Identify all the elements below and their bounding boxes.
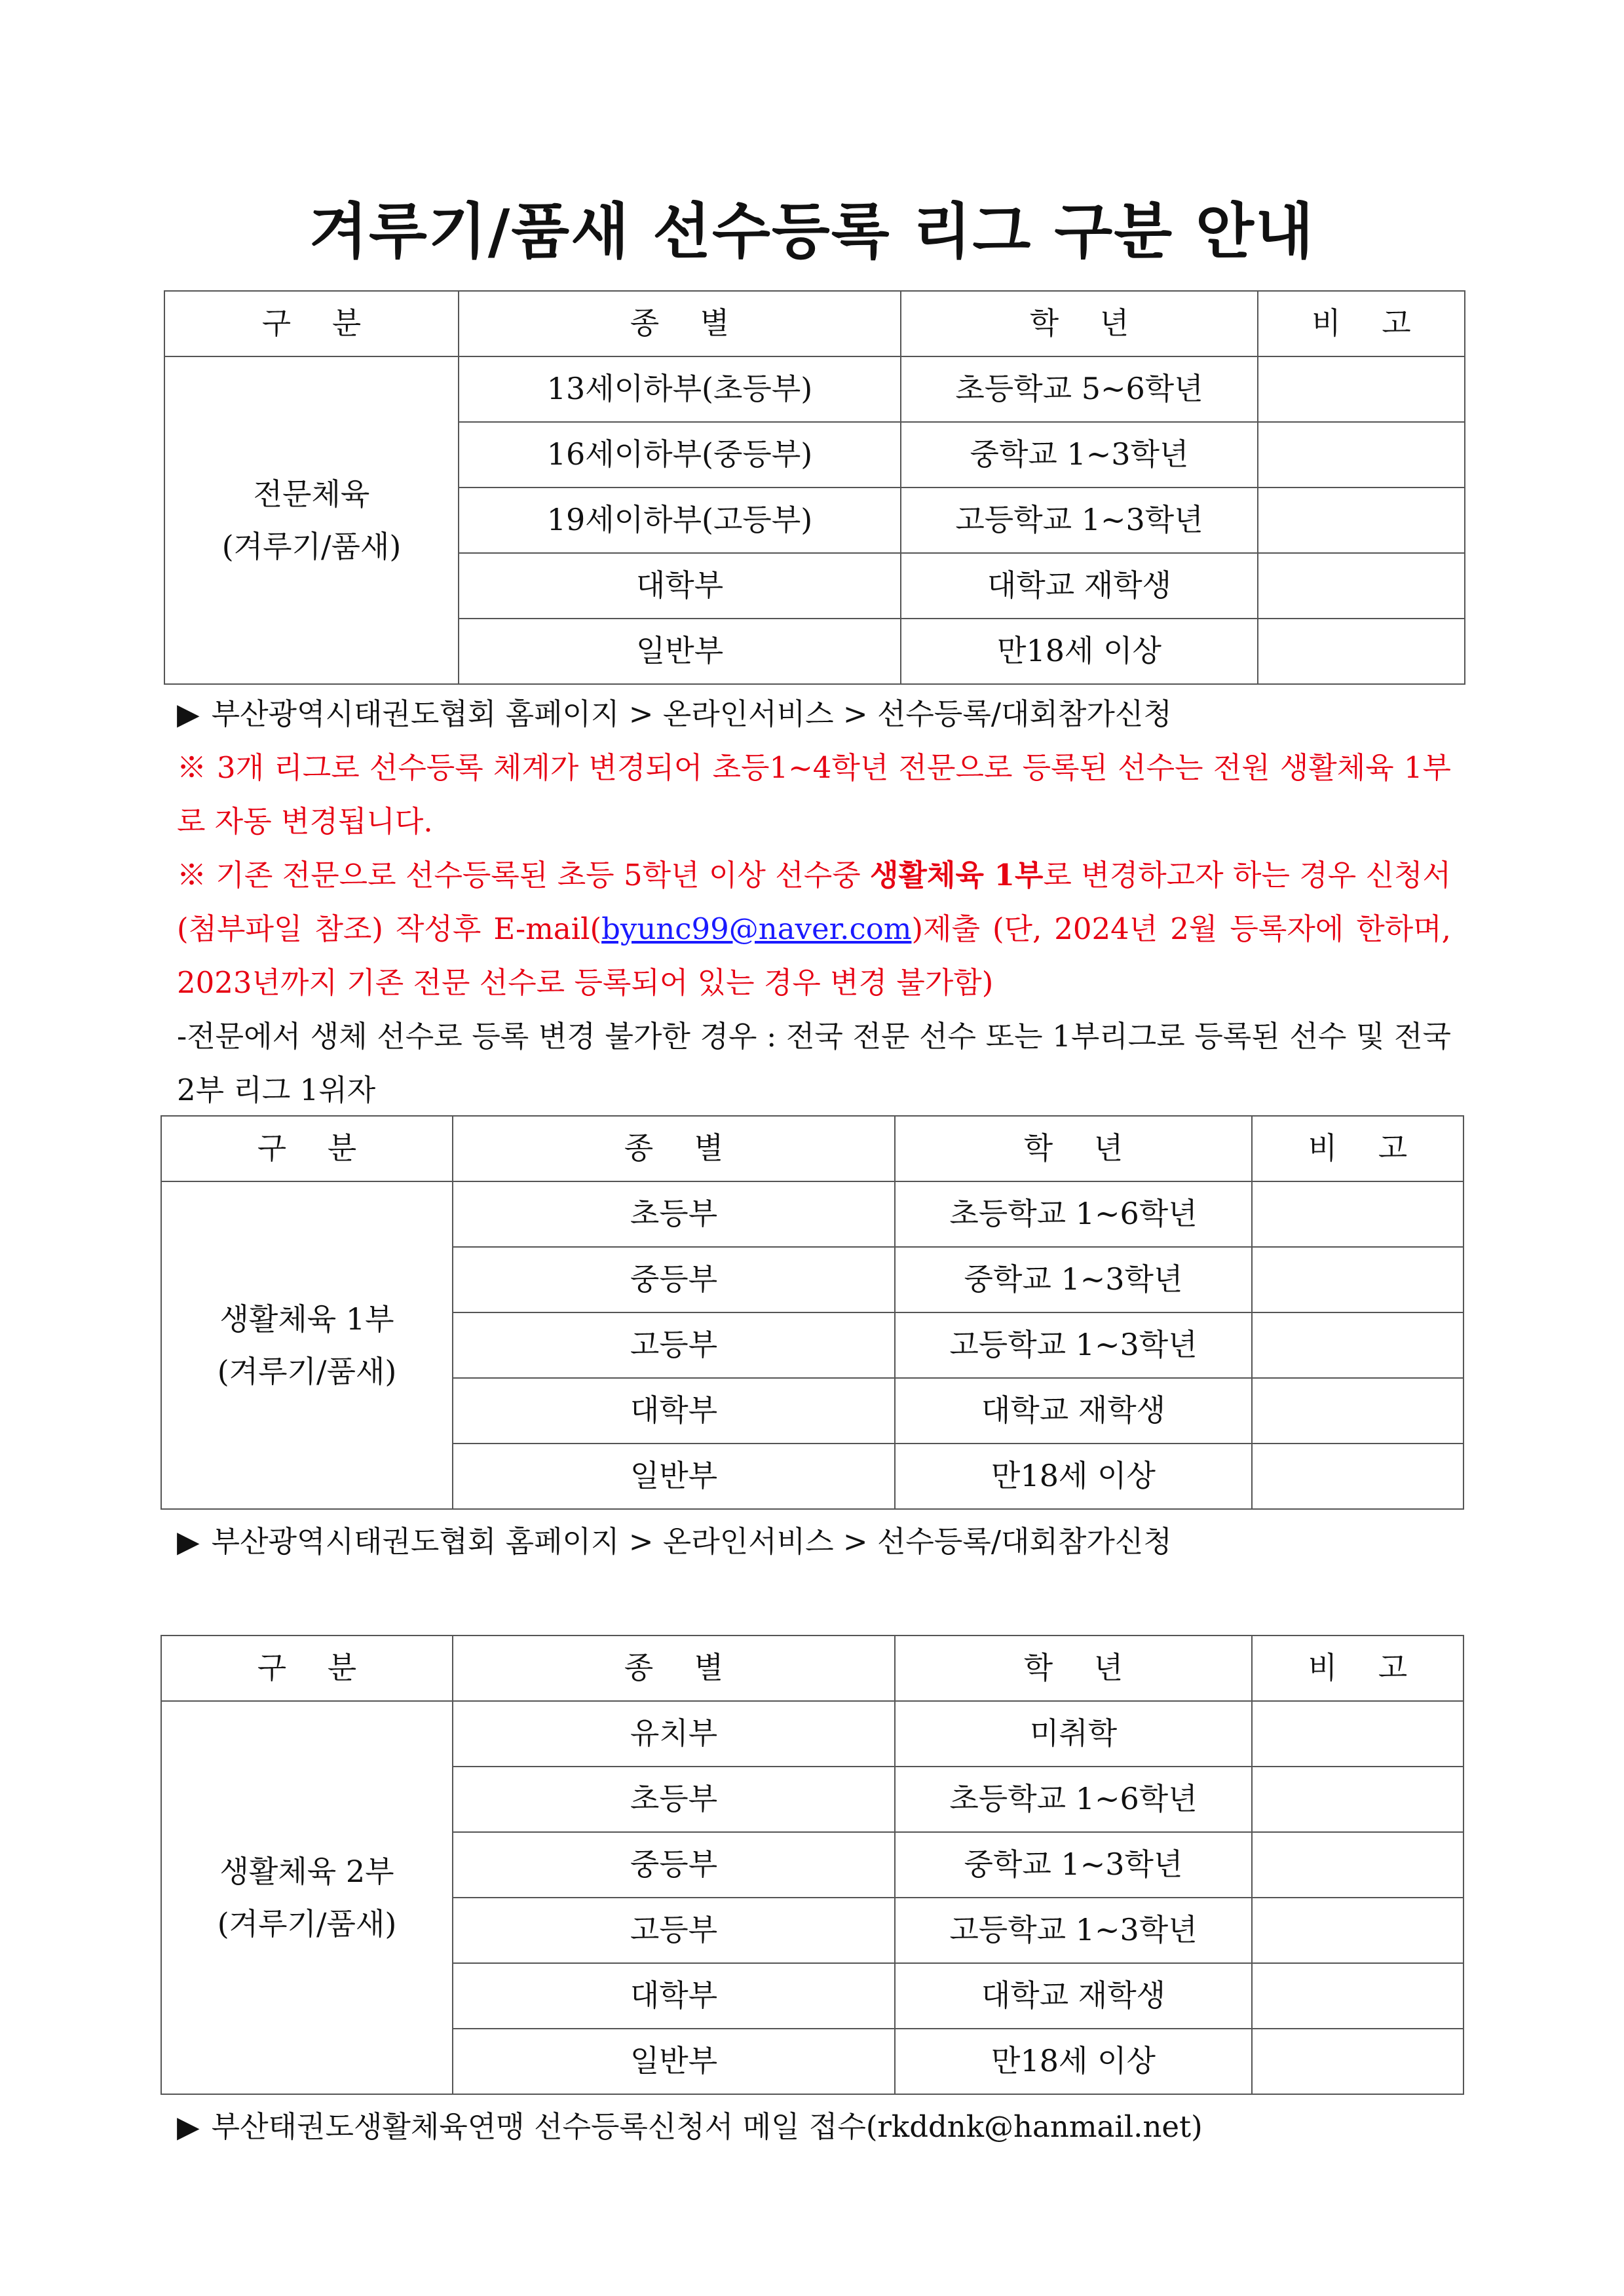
event-cell: 고등부 xyxy=(453,1898,895,1963)
note-cell xyxy=(1252,1378,1463,1444)
table-row xyxy=(161,1181,1463,1247)
event-cell: 일반부 xyxy=(459,619,901,684)
grade-cell: 중학교 1~3학년 xyxy=(895,1832,1252,1898)
note-cell xyxy=(1258,553,1465,619)
note-cell xyxy=(1258,422,1465,488)
registration-path-2: ▶ 부산광역시태권도협회 홈페이지 > 온라인서비스 > 선수등록/대회참가신청 xyxy=(177,1524,1172,1559)
header-grade: 학 년 xyxy=(901,291,1258,356)
grade-cell: 초등학교 5~6학년 xyxy=(901,356,1258,422)
page-title: 겨루기/품새 선수등록 리그 구분 안내 xyxy=(309,197,1315,267)
header-event: 종 별 xyxy=(453,1116,895,1181)
grade-cell: 중학교 1~3학년 xyxy=(895,1247,1252,1312)
note-cell xyxy=(1258,356,1465,422)
header-category: 구 분 xyxy=(164,291,459,356)
event-cell: 중등부 xyxy=(453,1247,895,1312)
grade-cell: 중학교 1~3학년 xyxy=(901,422,1258,488)
note-cell xyxy=(1252,1701,1463,1767)
event-cell: 대학부 xyxy=(459,553,901,619)
note-cell xyxy=(1258,488,1465,553)
event-cell: 고등부 xyxy=(453,1312,895,1378)
event-cell: 대학부 xyxy=(453,1963,895,2029)
table-header-row xyxy=(161,1636,1463,1701)
event-cell: 16세이하부(중등부) xyxy=(459,422,901,488)
grade-cell: 고등학교 1~3학년 xyxy=(895,1312,1252,1378)
note-cell xyxy=(1252,1767,1463,1832)
note-cell xyxy=(1252,2029,1463,2094)
note-cell xyxy=(1252,1444,1463,1509)
notice-change-restriction: -전문에서 생체 선수로 등록 변경 불가한 경우 : 전국 전문 선수 또는 1부리그로 등록된 선수 및 전국 2부 리그 1위자 xyxy=(177,1019,1451,1107)
category-cell: 생활체육 1부 (겨루기/품새) xyxy=(161,1181,453,1509)
event-cell: 중등부 xyxy=(453,1832,895,1898)
table-row xyxy=(164,356,1465,422)
event-cell: 13세이하부(초등부) xyxy=(459,356,901,422)
category-cell: 생활체육 2부 (겨루기/품새) xyxy=(161,1701,453,2094)
grade-cell: 만18세 이상 xyxy=(901,619,1258,684)
registration-path-3: ▶ 부산태권도생활체육연맹 선수등록신청서 메일 접수(rkddnk@hanmail.net) xyxy=(177,2109,1203,2144)
header-category: 구 분 xyxy=(161,1636,453,1701)
header-note: 비 고 xyxy=(1252,1116,1463,1181)
note-cell xyxy=(1252,1898,1463,1963)
event-cell: 초등부 xyxy=(453,1181,895,1247)
event-cell: 일반부 xyxy=(453,1444,895,1509)
header-grade: 학 년 xyxy=(895,1636,1252,1701)
note-cell xyxy=(1252,1312,1463,1378)
note-cell xyxy=(1252,1963,1463,2029)
event-cell: 일반부 xyxy=(453,2029,895,2094)
arrow-icon: ▶ xyxy=(177,697,200,731)
event-cell: 19세이하부(고등부) xyxy=(459,488,901,553)
note-cell xyxy=(1252,1247,1463,1312)
table-header-row xyxy=(161,1116,1463,1181)
note-cell xyxy=(1252,1832,1463,1898)
grade-cell: 대학교 재학생 xyxy=(895,1378,1252,1444)
grade-cell: 초등학교 1~6학년 xyxy=(895,1767,1252,1832)
grade-cell: 만18세 이상 xyxy=(895,1444,1252,1509)
arrow-icon: ▶ xyxy=(177,2109,200,2144)
grade-cell: 고등학교 1~3학년 xyxy=(895,1898,1252,1963)
header-category: 구 분 xyxy=(161,1116,453,1181)
event-cell: 초등부 xyxy=(453,1767,895,1832)
grade-cell: 대학교 재학생 xyxy=(901,553,1258,619)
header-event: 종 별 xyxy=(453,1636,895,1701)
notice-auto-change: ※ 3개 리그로 선수등록 체계가 변경되어 초등1~4학년 전문으로 등록된 선수는 전원 생활체육 1부로 자동 변경됩니다. xyxy=(177,750,1451,839)
amateur-league1-table xyxy=(161,1115,1464,1510)
amateur-league2-table xyxy=(161,1635,1464,2095)
grade-cell: 미취학 xyxy=(895,1701,1252,1767)
arrow-icon: ▶ xyxy=(177,1524,200,1559)
table-row xyxy=(161,1701,1463,1767)
email-link[interactable]: byunc99@naver.com xyxy=(601,911,912,946)
header-note: 비 고 xyxy=(1258,291,1465,356)
table-header-row xyxy=(164,291,1465,356)
header-event: 종 별 xyxy=(459,291,901,356)
grade-cell: 초등학교 1~6학년 xyxy=(895,1181,1252,1247)
grade-cell: 만18세 이상 xyxy=(895,2029,1252,2094)
note-cell xyxy=(1258,619,1465,684)
notice-change-request: ※ 기존 전문으로 선수등록된 초등 5학년 이상 선수중 생활체육 1부로 변경하고자 하는 경우 신청서(첨부파일 참조) 작성후 E-mail(byunc99@naver.com)제출 (단, 2024년 2월 등록자에 한하며, 2023년까지 기존 전문 선수로 등록되어 있는 경우 변경 불가함) xyxy=(177,858,1451,1000)
note-cell xyxy=(1252,1181,1463,1247)
grade-cell: 대학교 재학생 xyxy=(895,1963,1252,2029)
header-grade: 학 년 xyxy=(895,1116,1252,1181)
category-cell: 전문체육 (겨루기/품새) xyxy=(164,356,459,684)
registration-path-1: ▶ 부산광역시태권도협회 홈페이지 > 온라인서비스 > 선수등록/대회참가신청 xyxy=(177,697,1172,731)
event-cell: 유치부 xyxy=(453,1701,895,1767)
grade-cell: 고등학교 1~3학년 xyxy=(901,488,1258,553)
header-note: 비 고 xyxy=(1252,1636,1463,1701)
event-cell: 대학부 xyxy=(453,1378,895,1444)
elite-league-table xyxy=(164,290,1465,685)
